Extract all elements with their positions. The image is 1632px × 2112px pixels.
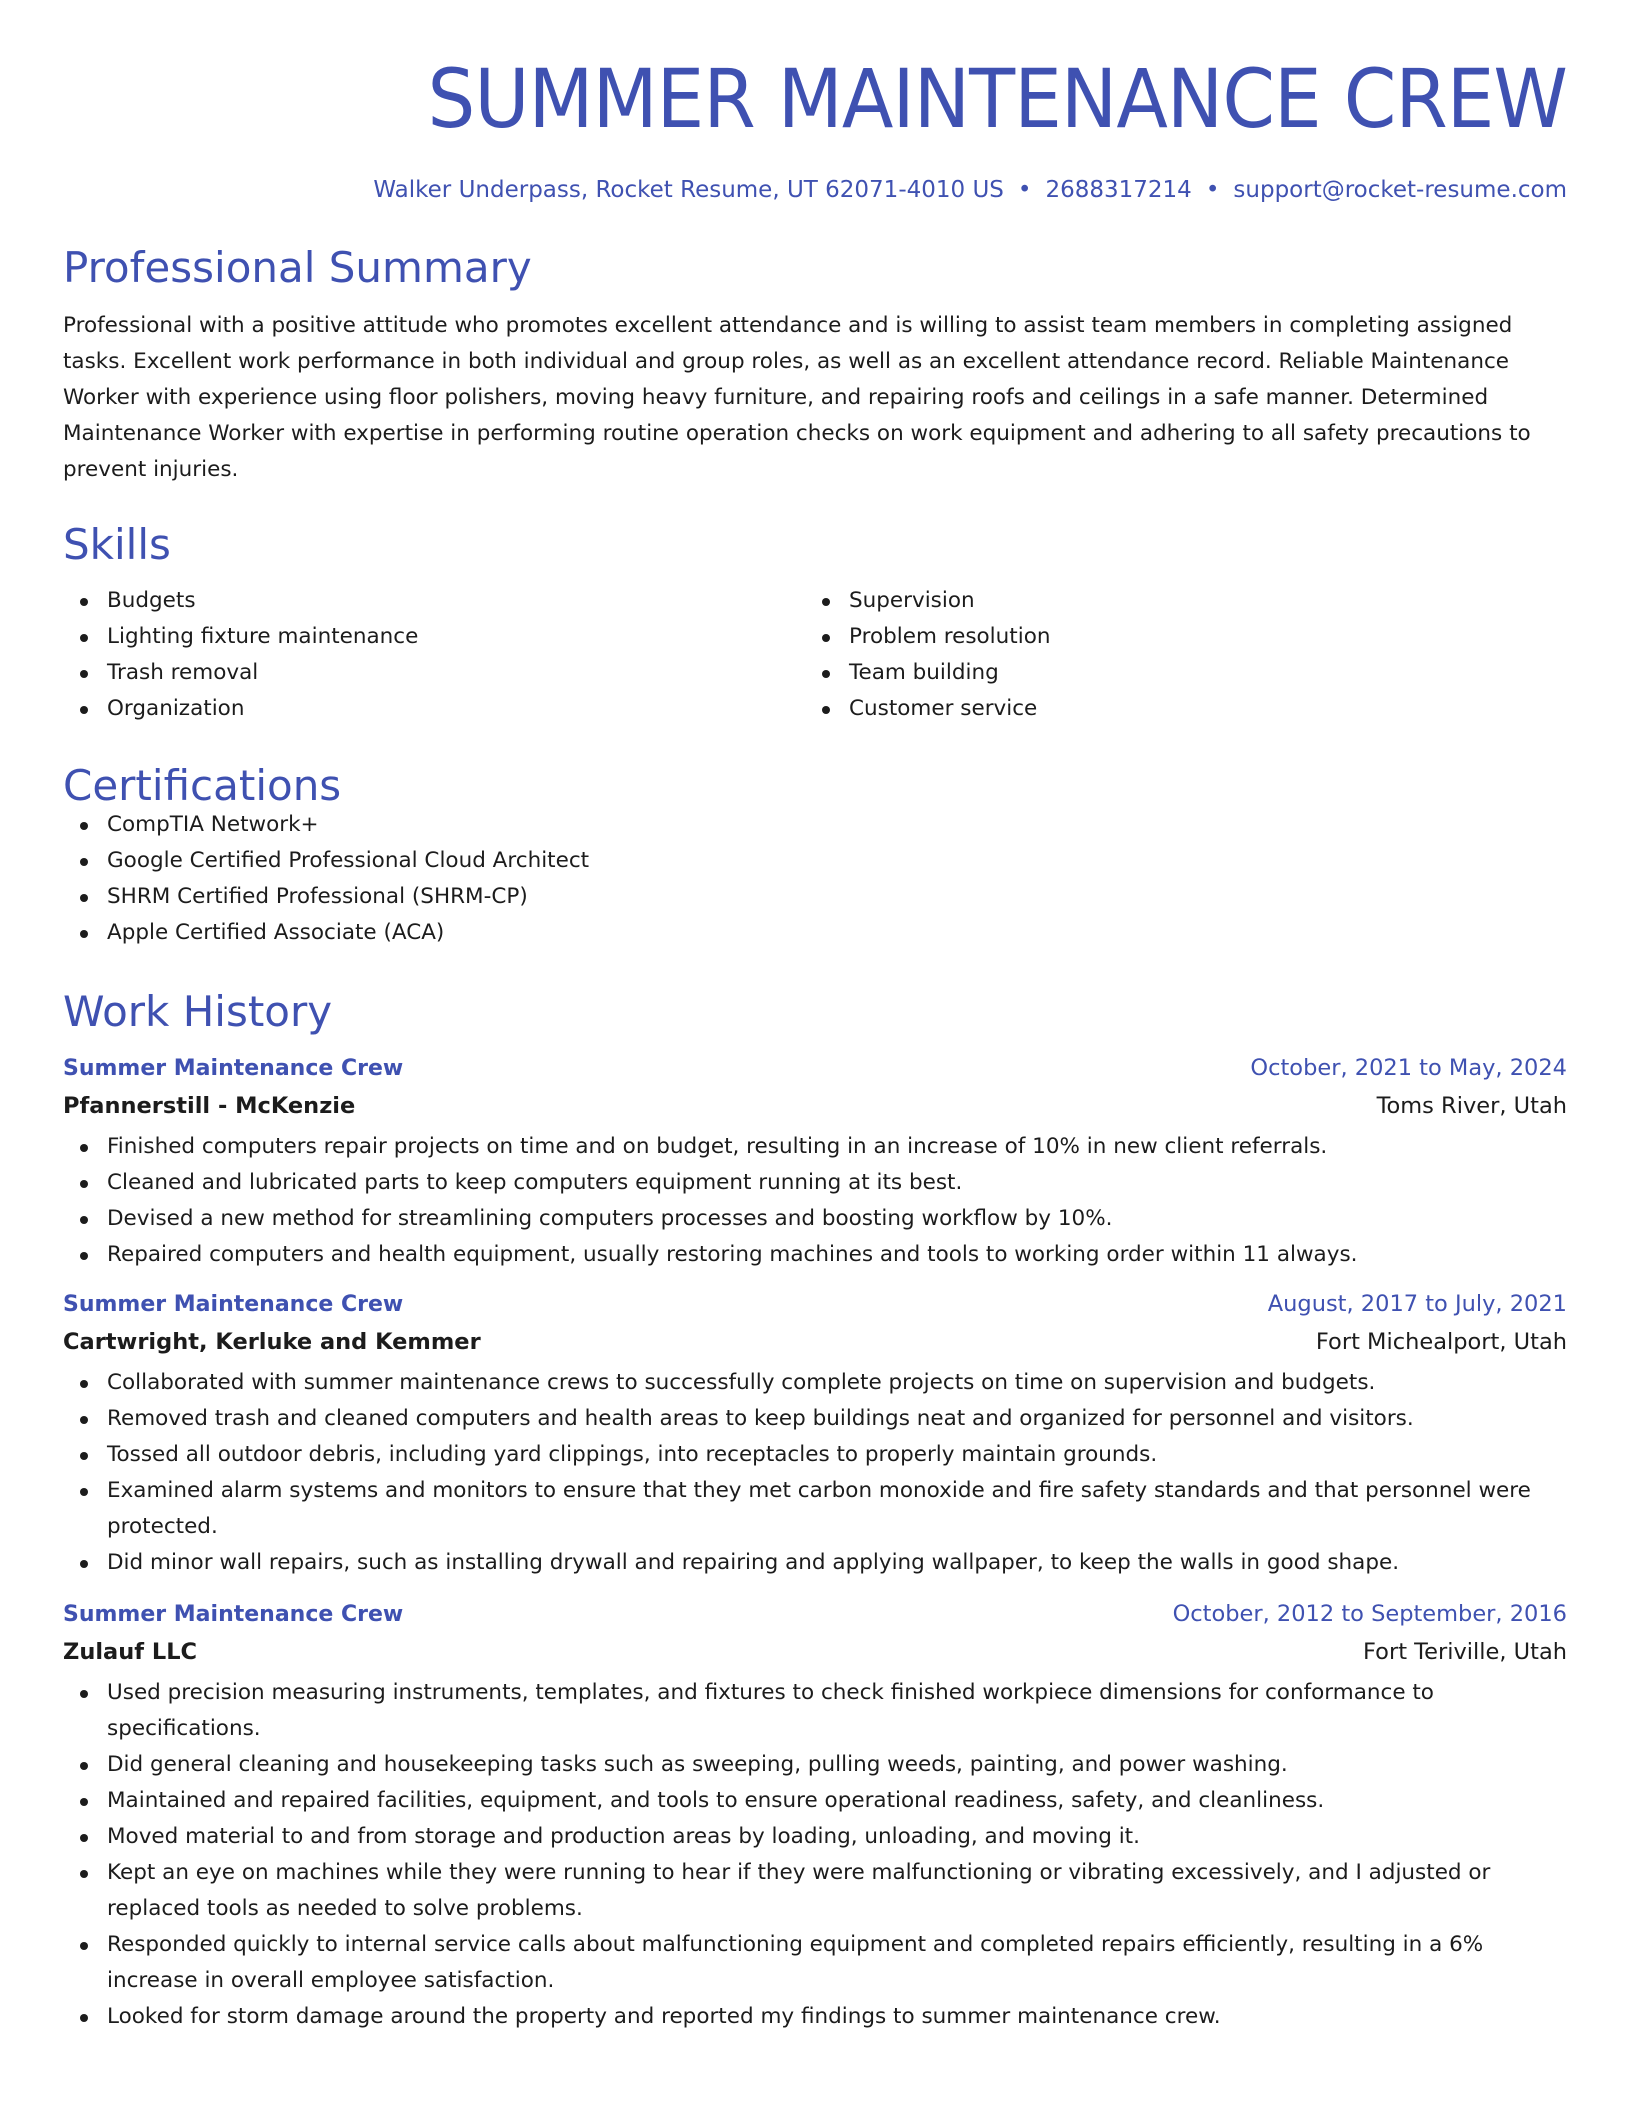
contact-line bbox=[63, 177, 1567, 203]
skill-item: Budgets bbox=[63, 583, 805, 619]
skill-item: Team building bbox=[805, 655, 1547, 691]
job-dates: October, 2021 to May, 2024 bbox=[1250, 1055, 1567, 1081]
job-bullet: Cleaned and lubricated parts to keep computers equipment running at its best. bbox=[63, 1165, 1567, 1201]
job-bullet: Moved material to and from storage and production areas by loading, unloading, and moving it. bbox=[63, 1819, 1567, 1855]
job-subheader bbox=[63, 1639, 1567, 1675]
job-subheader bbox=[63, 1093, 1567, 1129]
job-bullet: Looked for storm damage around the property and reported my findings to summer maintenance crew. bbox=[63, 1999, 1567, 2035]
separator-dot: • bbox=[1017, 177, 1032, 203]
job-bullet: Removed trash and cleaned computers and health areas to keep buildings neat and organized for personnel and visitors. bbox=[63, 1401, 1567, 1437]
section-title-certifications: Certifications bbox=[63, 761, 342, 810]
job-bullet: Did minor wall repairs, such as installing drywall and repairing and applying wallpaper, to keep the walls in good shape. bbox=[63, 1545, 1567, 1581]
section-title-skills: Skills bbox=[63, 520, 171, 569]
candidate-name: SUMMER MAINTENANCE CREW bbox=[427, 53, 1567, 147]
job-bullets bbox=[63, 1129, 1567, 1273]
job-bullet: Kept an eye on machines while they were running to hear if they were malfunctioning or vibrating excessively, and I adjusted or replaced tools as needed to solve problems. bbox=[63, 1855, 1567, 1927]
job-bullet: Used precision measuring instruments, templates, and fixtures to check finished workpiece dimensions for conformance to specifications. bbox=[63, 1675, 1567, 1747]
job-title: Summer Maintenance Crew bbox=[63, 1602, 404, 1627]
skills-grid bbox=[63, 583, 1567, 727]
skills-list-right bbox=[805, 583, 1547, 727]
certification-item: SHRM Certified Professional (SHRM-CP) bbox=[63, 879, 1567, 915]
skill-item: Problem resolution bbox=[805, 619, 1547, 655]
job-dates: August, 2017 to July, 2021 bbox=[1267, 1291, 1567, 1317]
skill-item: Customer service bbox=[805, 691, 1547, 727]
job-bullets bbox=[63, 1365, 1567, 1581]
job-location: Toms River, Utah bbox=[1376, 1093, 1567, 1119]
skill-item: Lighting fixture maintenance bbox=[63, 619, 805, 655]
address: Walker Underpass, Rocket Resume, UT 62071-4010 US bbox=[373, 177, 1004, 203]
job-bullet: Devised a new method for streamlining computers processes and boosting workflow by 10%. bbox=[63, 1201, 1567, 1237]
job-header bbox=[63, 1601, 1567, 1637]
skills-list-left bbox=[63, 583, 805, 727]
certification-item: Google Certified Professional Cloud Architect bbox=[63, 843, 1567, 879]
job-entry bbox=[63, 1601, 1567, 2035]
job-bullet: Did general cleaning and housekeeping tasks such as sweeping, pulling weeds, painting, and power washing. bbox=[63, 1747, 1567, 1783]
job-bullet: Responded quickly to internal service calls about malfunctioning equipment and completed repairs efficiently, resulting in a 6% increase in overall employee satisfaction. bbox=[63, 1927, 1567, 1999]
job-bullet: Examined alarm systems and monitors to ensure that they met carbon monoxide and fire safety standards and that personnel were protected. bbox=[63, 1473, 1567, 1545]
job-bullet: Tossed all outdoor debris, including yard clippings, into receptacles to properly maintain grounds. bbox=[63, 1437, 1567, 1473]
certifications-list bbox=[63, 807, 1567, 951]
job-entry bbox=[63, 1055, 1567, 1273]
section-title-summary: Professional Summary bbox=[63, 243, 532, 292]
skill-item: Supervision bbox=[805, 583, 1547, 619]
summary-text: Professional with a positive attitude who promotes excellent attendance and is willing to assist team members in completing assigned tasks. Excellent work performance in both individual and group roles, as well as an excellent attendance record. Reliable Maintenance Worker with experience using floor polishers, moving heavy furniture, and repairing roofs and ceilings in a safe manner. Determined Maintenance Worker with expertise in performing routine operation checks on work equipment and adhering to all safety precautions to prevent injuries. bbox=[63, 313, 1531, 482]
skill-item: Trash removal bbox=[63, 655, 805, 691]
job-bullet: Maintained and repaired facilities, equipment, and tools to ensure operational readiness, safety, and cleanliness. bbox=[63, 1783, 1567, 1819]
section-title-work-history: Work History bbox=[63, 987, 333, 1036]
job-bullet: Finished computers repair projects on time and on budget, resulting in an increase of 10% in new client referrals. bbox=[63, 1129, 1567, 1165]
certification-item: CompTIA Network+ bbox=[63, 807, 1567, 843]
job-title: Summer Maintenance Crew bbox=[63, 1292, 404, 1317]
email-link[interactable]: support@rocket-resume.com bbox=[1233, 177, 1567, 203]
resume-page bbox=[63, 0, 1567, 2035]
skill-item: Organization bbox=[63, 691, 805, 727]
job-subheader bbox=[63, 1329, 1567, 1365]
job-company: Zulauf LLC bbox=[63, 1639, 198, 1665]
separator-dot: • bbox=[1205, 177, 1220, 203]
job-entry bbox=[63, 1291, 1567, 1581]
job-title: Summer Maintenance Crew bbox=[63, 1056, 404, 1081]
job-dates: October, 2012 to September, 2016 bbox=[1172, 1601, 1567, 1627]
job-location: Fort Michealport, Utah bbox=[1315, 1329, 1567, 1355]
job-bullets bbox=[63, 1675, 1567, 2035]
job-company: Pfannerstill - McKenzie bbox=[63, 1093, 356, 1119]
job-header bbox=[63, 1291, 1567, 1327]
certification-item: Apple Certified Associate (ACA) bbox=[63, 915, 1567, 951]
job-company: Cartwright, Kerluke and Kemmer bbox=[63, 1329, 481, 1355]
job-location: Fort Teriville, Utah bbox=[1363, 1639, 1567, 1665]
job-bullet: Repaired computers and health equipment, usually restoring machines and tools to working order within 11 always. bbox=[63, 1237, 1567, 1273]
phone: 2688317214 bbox=[1045, 177, 1192, 203]
job-header bbox=[63, 1055, 1567, 1091]
job-bullet: Collaborated with summer maintenance crews to successfully complete projects on time on supervision and budgets. bbox=[63, 1365, 1567, 1401]
